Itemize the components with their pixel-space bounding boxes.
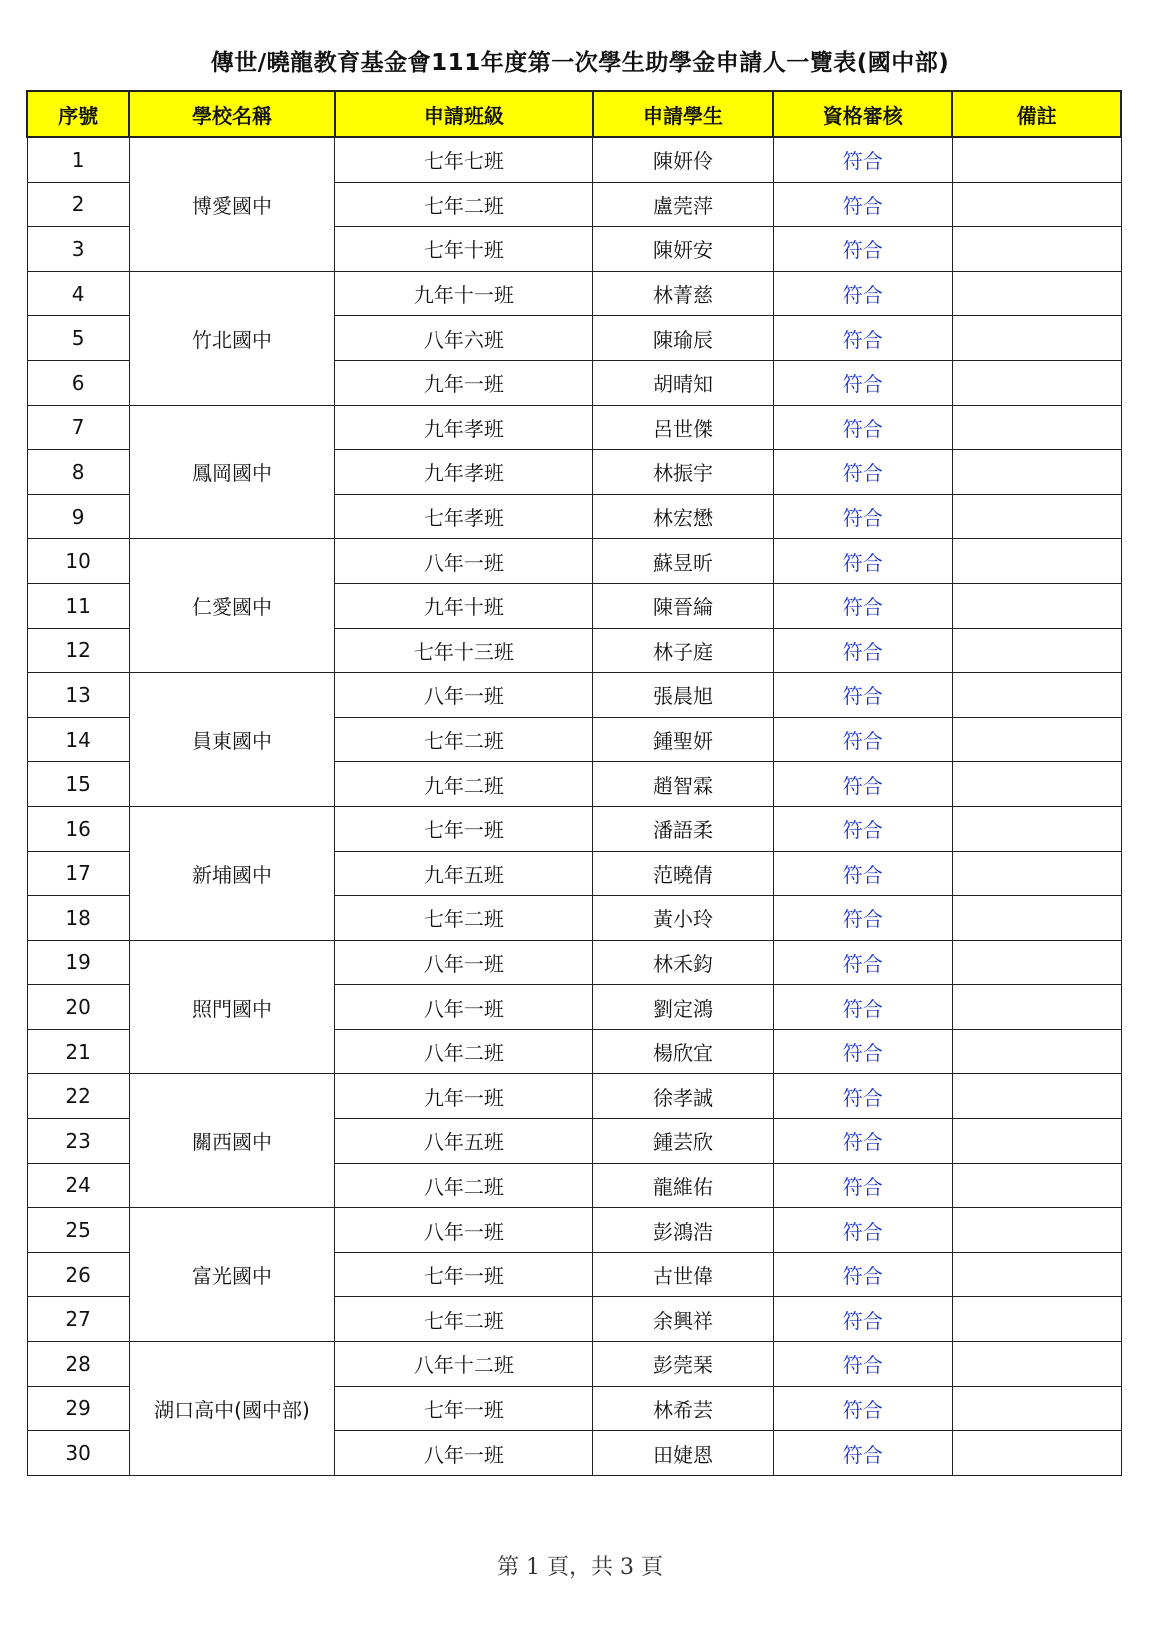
student-name: 黃小玲 xyxy=(593,896,773,941)
class-name: 九年一班 xyxy=(335,1074,593,1119)
note-cell xyxy=(952,405,1121,450)
row-number: 7 xyxy=(27,405,129,450)
table-row xyxy=(27,1208,1121,1253)
row-number: 19 xyxy=(27,940,129,985)
student-name: 陳瑜辰 xyxy=(593,316,773,361)
class-name: 九年十一班 xyxy=(335,271,593,316)
status-cell: 符合 xyxy=(773,271,952,316)
class-name: 八年二班 xyxy=(335,1029,593,1074)
student-name: 趙智霖 xyxy=(593,762,773,807)
note-cell xyxy=(952,1252,1121,1297)
student-name: 劉定鴻 xyxy=(593,985,773,1030)
status-cell: 符合 xyxy=(773,1386,952,1431)
note-cell xyxy=(952,985,1121,1030)
row-number: 10 xyxy=(27,539,129,584)
note-cell xyxy=(952,628,1121,673)
row-number: 24 xyxy=(27,1163,129,1208)
status-cell: 符合 xyxy=(773,896,952,941)
status-cell: 符合 xyxy=(773,1252,952,1297)
status-cell: 符合 xyxy=(773,628,952,673)
class-name: 八年一班 xyxy=(335,940,593,985)
class-name: 七年二班 xyxy=(335,717,593,762)
student-name: 林子庭 xyxy=(593,628,773,673)
class-name: 七年一班 xyxy=(335,1252,593,1297)
class-name: 八年一班 xyxy=(335,539,593,584)
student-name: 楊欣宜 xyxy=(593,1029,773,1074)
note-cell xyxy=(952,1386,1121,1431)
note-cell xyxy=(952,1029,1121,1074)
status-cell: 符合 xyxy=(773,1297,952,1342)
student-name: 盧莞萍 xyxy=(593,182,773,227)
header-student: 申請學生 xyxy=(593,91,773,137)
note-cell xyxy=(952,717,1121,762)
table-row xyxy=(27,271,1121,316)
note-cell xyxy=(952,851,1121,896)
status-cell: 符合 xyxy=(773,1029,952,1074)
status-cell: 符合 xyxy=(773,851,952,896)
note-cell xyxy=(952,316,1121,361)
student-name: 鍾聖妍 xyxy=(593,717,773,762)
class-name: 七年一班 xyxy=(335,806,593,851)
row-number: 25 xyxy=(27,1208,129,1253)
class-name: 七年二班 xyxy=(335,1297,593,1342)
row-number: 9 xyxy=(27,494,129,539)
row-number: 13 xyxy=(27,673,129,718)
student-name: 田婕恩 xyxy=(593,1431,773,1476)
student-name: 余興祥 xyxy=(593,1297,773,1342)
row-number: 14 xyxy=(27,717,129,762)
note-cell xyxy=(952,673,1121,718)
row-number: 6 xyxy=(27,360,129,405)
note-cell xyxy=(952,940,1121,985)
table-header xyxy=(27,91,1121,137)
student-name: 林宏懋 xyxy=(593,494,773,539)
table-row xyxy=(27,940,1121,985)
note-cell xyxy=(952,227,1121,272)
status-cell: 符合 xyxy=(773,1431,952,1476)
header-school: 學校名稱 xyxy=(129,91,335,137)
school-name: 關西國中 xyxy=(129,1074,335,1208)
class-name: 七年二班 xyxy=(335,182,593,227)
row-number: 22 xyxy=(27,1074,129,1119)
table-body xyxy=(27,137,1121,1475)
student-name: 徐孝誠 xyxy=(593,1074,773,1119)
note-cell xyxy=(952,1297,1121,1342)
status-cell: 符合 xyxy=(773,673,952,718)
row-number: 5 xyxy=(27,316,129,361)
note-cell xyxy=(952,896,1121,941)
row-number: 29 xyxy=(27,1386,129,1431)
school-name: 員東國中 xyxy=(129,673,335,807)
status-cell: 符合 xyxy=(773,583,952,628)
class-name: 九年二班 xyxy=(335,762,593,807)
student-name: 龍維佑 xyxy=(593,1163,773,1208)
status-cell: 符合 xyxy=(773,182,952,227)
row-number: 2 xyxy=(27,182,129,227)
status-cell: 符合 xyxy=(773,137,952,182)
student-name: 張晨旭 xyxy=(593,673,773,718)
row-number: 18 xyxy=(27,896,129,941)
header-class: 申請班級 xyxy=(335,91,593,137)
note-cell xyxy=(952,494,1121,539)
note-cell xyxy=(952,137,1121,182)
class-name: 八年一班 xyxy=(335,985,593,1030)
note-cell xyxy=(952,271,1121,316)
header-row xyxy=(27,91,1121,137)
school-name: 博愛國中 xyxy=(129,137,335,271)
row-number: 28 xyxy=(27,1342,129,1387)
table-row xyxy=(27,1342,1121,1387)
table-row xyxy=(27,405,1121,450)
student-name: 范曉倩 xyxy=(593,851,773,896)
class-name: 八年六班 xyxy=(335,316,593,361)
class-name: 八年十二班 xyxy=(335,1342,593,1387)
note-cell xyxy=(952,1208,1121,1253)
row-number: 11 xyxy=(27,583,129,628)
student-name: 彭莞琹 xyxy=(593,1342,773,1387)
table-row xyxy=(27,137,1121,182)
school-name: 鳳岡國中 xyxy=(129,405,335,539)
class-name: 七年一班 xyxy=(335,1386,593,1431)
class-name: 七年七班 xyxy=(335,137,593,182)
school-name: 竹北國中 xyxy=(129,271,335,405)
table-row xyxy=(27,806,1121,851)
note-cell xyxy=(952,1342,1121,1387)
student-name: 鍾芸欣 xyxy=(593,1119,773,1164)
row-number: 4 xyxy=(27,271,129,316)
note-cell xyxy=(952,1119,1121,1164)
status-cell: 符合 xyxy=(773,227,952,272)
class-name: 七年孝班 xyxy=(335,494,593,539)
row-number: 1 xyxy=(27,137,129,182)
school-name: 湖口高中(國中部) xyxy=(129,1342,335,1476)
table-row xyxy=(27,673,1121,718)
student-name: 林菁慈 xyxy=(593,271,773,316)
status-cell: 符合 xyxy=(773,806,952,851)
status-cell: 符合 xyxy=(773,450,952,495)
school-name: 富光國中 xyxy=(129,1208,335,1342)
note-cell xyxy=(952,583,1121,628)
note-cell xyxy=(952,182,1121,227)
class-name: 九年孝班 xyxy=(335,450,593,495)
row-number: 8 xyxy=(27,450,129,495)
class-name: 八年二班 xyxy=(335,1163,593,1208)
status-cell: 符合 xyxy=(773,1342,952,1387)
class-name: 八年一班 xyxy=(335,1431,593,1476)
class-name: 九年十班 xyxy=(335,583,593,628)
status-cell: 符合 xyxy=(773,717,952,762)
student-name: 呂世傑 xyxy=(593,405,773,450)
row-number: 21 xyxy=(27,1029,129,1074)
note-cell xyxy=(952,450,1121,495)
note-cell xyxy=(952,762,1121,807)
status-cell: 符合 xyxy=(773,985,952,1030)
page-footer: 第 1 頁，共 3 頁 xyxy=(497,1555,663,1580)
status-cell: 符合 xyxy=(773,539,952,584)
table-row xyxy=(27,539,1121,584)
student-name: 潘語柔 xyxy=(593,806,773,851)
note-cell xyxy=(952,1074,1121,1119)
class-name: 九年孝班 xyxy=(335,405,593,450)
row-number: 20 xyxy=(27,985,129,1030)
student-name: 林禾鈞 xyxy=(593,940,773,985)
class-name: 七年二班 xyxy=(335,896,593,941)
status-cell: 符合 xyxy=(773,360,952,405)
student-name: 胡晴知 xyxy=(593,360,773,405)
header-status: 資格審核 xyxy=(773,91,952,137)
header-note: 備註 xyxy=(952,91,1121,137)
page-title: 傳世/曉龍教育基金會111年度第一次學生助學金申請人一覽表(國中部) xyxy=(210,50,950,76)
student-name: 林振宇 xyxy=(593,450,773,495)
student-name: 陳妍伶 xyxy=(593,137,773,182)
row-number: 17 xyxy=(27,851,129,896)
status-cell: 符合 xyxy=(773,494,952,539)
status-cell: 符合 xyxy=(773,940,952,985)
table-row xyxy=(27,1074,1121,1119)
class-name: 八年五班 xyxy=(335,1119,593,1164)
row-number: 3 xyxy=(27,227,129,272)
class-name: 八年一班 xyxy=(335,1208,593,1253)
note-cell xyxy=(952,360,1121,405)
applicant-table xyxy=(26,90,1122,1476)
note-cell xyxy=(952,806,1121,851)
status-cell: 符合 xyxy=(773,316,952,361)
status-cell: 符合 xyxy=(773,1163,952,1208)
school-name: 照門國中 xyxy=(129,940,335,1074)
status-cell: 符合 xyxy=(773,762,952,807)
class-name: 七年十三班 xyxy=(335,628,593,673)
header-no: 序號 xyxy=(27,91,129,137)
row-number: 26 xyxy=(27,1252,129,1297)
status-cell: 符合 xyxy=(773,1074,952,1119)
status-cell: 符合 xyxy=(773,1119,952,1164)
student-name: 林希芸 xyxy=(593,1386,773,1431)
row-number: 30 xyxy=(27,1431,129,1476)
school-name: 新埔國中 xyxy=(129,806,335,940)
class-name: 九年一班 xyxy=(335,360,593,405)
student-name: 蘇昱昕 xyxy=(593,539,773,584)
note-cell xyxy=(952,1163,1121,1208)
status-cell: 符合 xyxy=(773,1208,952,1253)
row-number: 16 xyxy=(27,806,129,851)
row-number: 12 xyxy=(27,628,129,673)
student-name: 彭鴻浩 xyxy=(593,1208,773,1253)
student-name: 陳妍安 xyxy=(593,227,773,272)
row-number: 15 xyxy=(27,762,129,807)
class-name: 七年十班 xyxy=(335,227,593,272)
status-cell: 符合 xyxy=(773,405,952,450)
note-cell xyxy=(952,539,1121,584)
student-name: 陳晉綸 xyxy=(593,583,773,628)
row-number: 27 xyxy=(27,1297,129,1342)
note-cell xyxy=(952,1431,1121,1476)
class-name: 九年五班 xyxy=(335,851,593,896)
class-name: 八年一班 xyxy=(335,673,593,718)
school-name: 仁愛國中 xyxy=(129,539,335,673)
student-name: 古世偉 xyxy=(593,1252,773,1297)
row-number: 23 xyxy=(27,1119,129,1164)
